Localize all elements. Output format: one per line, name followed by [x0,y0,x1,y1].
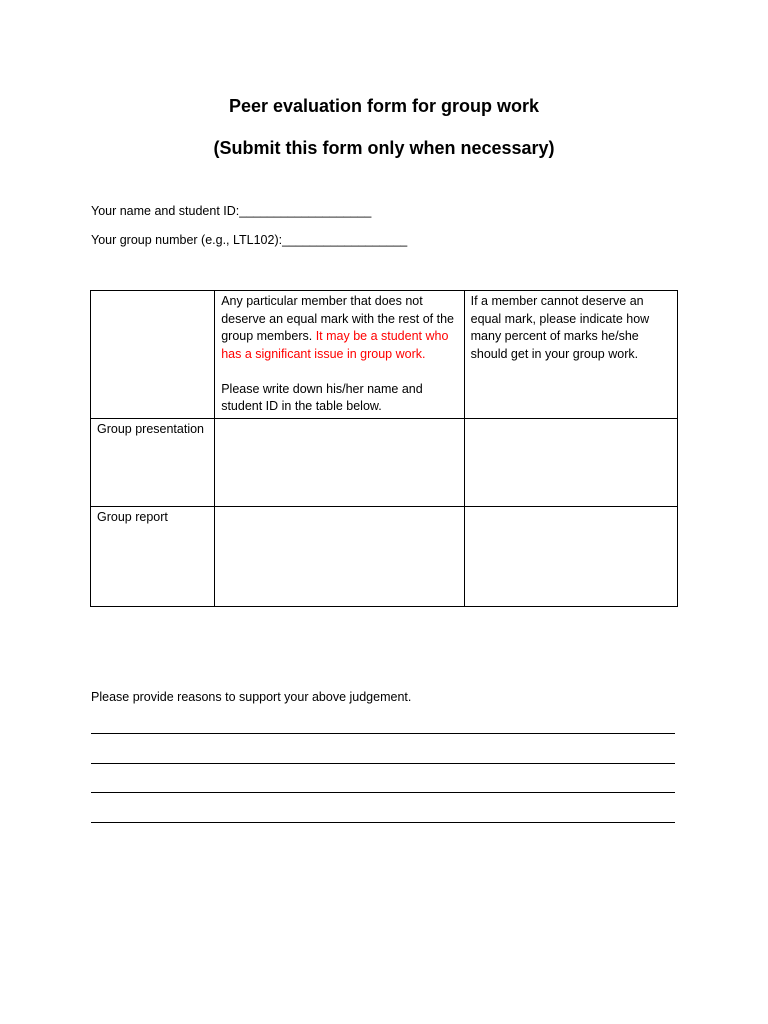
reasons-prompt: Please provide reasons to support your above judgement. [91,690,412,704]
percent-cell-group-presentation[interactable] [464,418,677,506]
member-instruction-note: Please write down his/her name and student ID in the table below. [221,381,423,413]
form-subtitle: (Submit this form only when necessary) [213,138,555,158]
name-blank[interactable]: ___________________ [239,204,372,218]
group-number-field[interactable] [91,233,407,247]
reason-line[interactable] [91,733,675,734]
form-title: Peer evaluation form for group work [228,96,540,116]
reason-line[interactable] [91,822,675,823]
evaluation-table [90,290,678,607]
header-cell-member [215,291,464,419]
member-cell-group-report[interactable] [215,506,464,606]
row-label-group-presentation: Group presentation [91,418,215,506]
name-label: Your name and student ID: [91,204,240,218]
header-cell-empty [91,291,215,419]
row-label-group-report: Group report [91,506,215,606]
reason-line[interactable] [91,763,675,764]
table-row-group-presentation [91,418,678,506]
reason-line[interactable] [91,792,675,793]
member-cell-group-presentation[interactable] [215,418,464,506]
table-row-group-report [91,506,678,606]
member-instruction-highlight: It may be a student who has a significant issue in group work. [221,329,449,361]
name-field[interactable] [91,204,371,218]
group-number-blank[interactable]: __________________ [282,233,408,247]
table-header-row [91,291,678,419]
header-cell-percent: If a member cannot deserve an equal mark, please indicate how many percent of marks he/she should get in your group work. [464,291,677,419]
member-instruction: Any particular member that does not deserve an equal mark with the rest of the group members. [221,294,454,343]
group-number-label: Your group number (e.g., LTL102): [91,233,283,247]
percent-cell-group-report[interactable] [464,506,677,606]
